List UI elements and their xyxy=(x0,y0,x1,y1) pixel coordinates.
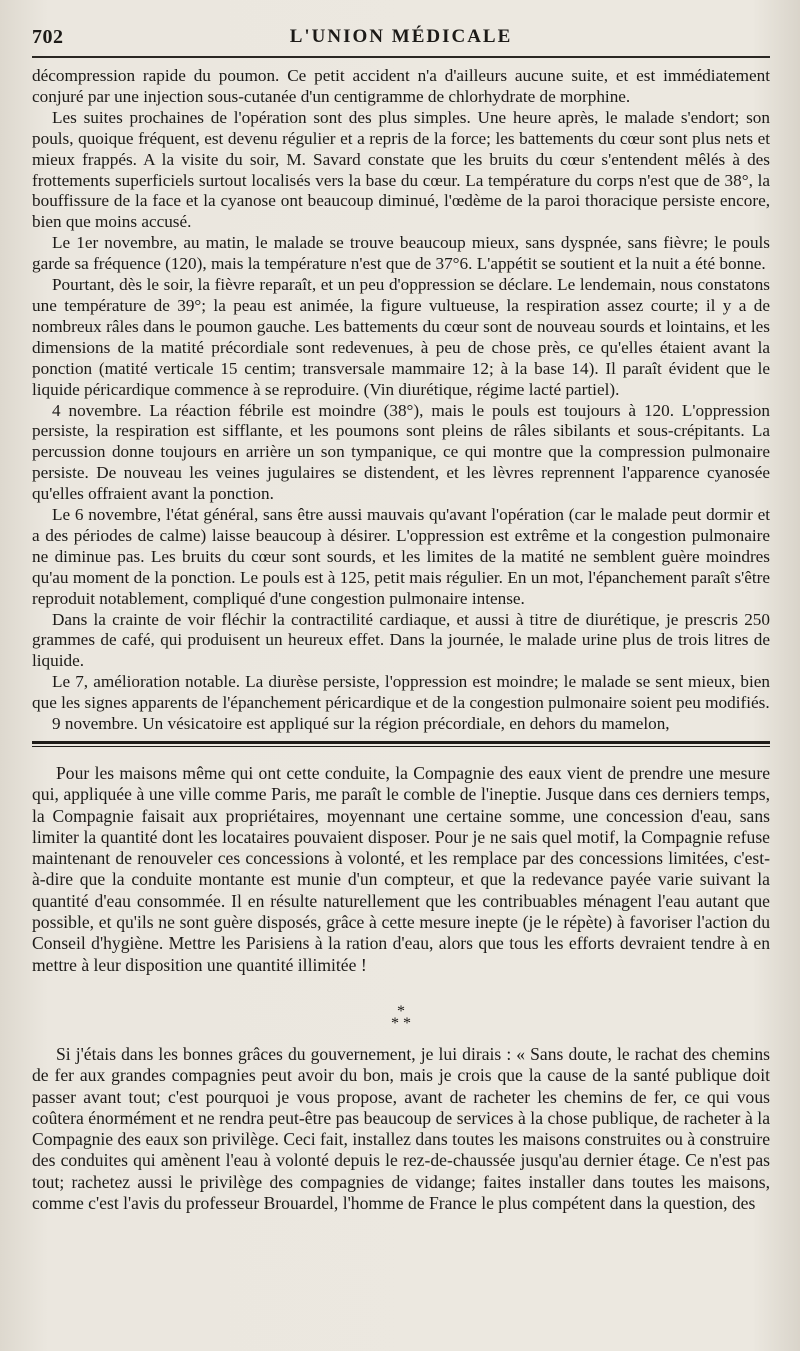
paragraph: Les suites prochaines de l'opération sont des plus simples. Une heure après, le malade s'endort; son pouls, quoique fréquent, est devenu régulier et a repris de la force; les battements du cœur sont plus nets et mieux frappés. A la visite du soir, M. Savard constate que les bruits du cœur s'entendent mêlés à des frottements superficiels surtout localisés vers la base du cœur. La température du corps n'est que de 38°, la bouffissure de la face et la cyanose ont beaucoup diminué, l'œdème de la paroi thoracique persiste encore, bien que moins accusé. xyxy=(32,107,770,232)
paragraph: décompression rapide du poumon. Ce petit accident n'a d'ailleurs aucune suite, et est immédiatement conjuré par une injection sous-cutanée d'un centigramme de chlorhydrate de morphine. xyxy=(32,66,770,106)
asterism-bottom: * * xyxy=(391,1014,411,1032)
feuilleton-separator-rule xyxy=(32,741,770,747)
paragraph: 4 novembre. La réaction fébrile est moindre (38°), mais le pouls est toujours à 120. L'oppression persiste, la respiration est sifflante, et les poumons sont pleins de râles sibilants et sous-crépitants. La percussion donne toujours en arrière un son tympanique, ce qui montre que la compression pulmonaire persiste. De nouveau les veines jugulaires se distendent, et les lèvres reprennent l'apparence cyanosée qu'elles offraient avant la ponction. xyxy=(32,400,770,504)
feuilleton-text xyxy=(32,763,770,1214)
paragraph: Dans la crainte de voir fléchir la contractilité cardiaque, et aussi à titre de diurétique, je prescris 250 grammes de café, qui produisent un heureux effet. Dans la journée, le malade urine plus de trois litres de liquide. xyxy=(32,609,770,671)
paragraph: 9 novembre. Un vésicatoire est appliqué sur la région précordiale, en dehors du mamelon, xyxy=(52,714,670,734)
clinical-case-text xyxy=(32,66,770,735)
header-rule xyxy=(32,56,770,58)
paragraph: Si j'étais dans les bonnes grâces du gouvernement, je lui dirais : « Sans doute, le rachat des chemins de fer aux grandes compagnies peut avoir du bon, mais je crois que la cause de la santé publique doit passer avant tout; c'est pourquoi je vous propose, avant de racheter les chemins de fer, ce qui vous coûtera énormément et ne rendra peut-être pas beaucoup de services à la chose publique, de racheter à la Compagnie des eaux son privilège. Ceci fait, installez dans toutes les maisons construites ou à construire des conduites qui amènent l'eau à volonté depuis le rez-de-chaussée jusqu'au dernier étage. Ce n'est pas tout; rachetez aussi le privilège des compagnies de vidange; faites installer dans toutes les maisons, comme c'est l'avis du professeur Brouardel, l'homme de France le plus compétent dans la question, des xyxy=(32,1043,770,1214)
paragraph: Le 6 novembre, l'état général, sans être aussi mauvais qu'avant l'opération (car le malade peut dormir et a des périodes de calme) laisse beaucoup à désirer. L'oppression est extrême et la congestion pulmonaire ne diminue pas. Les bruits du cœur sont sourds, et les limites de la matité ne semblent guère moindres qu'au moment de la ponction. Le pouls est à 125, petit mais régulier. En un mot, l'épanchement paraît s'être reproduit notablement, compliqué d'une congestion pulmonaire intense. xyxy=(32,505,770,608)
paragraph: Pour les maisons même qui ont cette conduite, la Compagnie des eaux vient de prendre une mesure qui, appliquée à une ville comme Paris, me paraît le comble de l'ineptie. Jusque dans ces derniers temps, la Compagnie faisait aux propriétaires, moyennant une certaine somme, une concession d'eau, sans limiter la quantité dont les locataires pouvaient disposer. Pour je ne sais quel motif, la Compagnie refuse maintenant de renouveler ces concessions à volonté, et les remplace par des concessions limitées, c'est-à-dire que la conduite montante est munie d'un compteur, et que la redevance payée varie suivant la quantité d'eau consommée. Il en résulte naturellement que les contribuables ménagent l'eau autant que possible, et qu'ils ne sont guère disposés, grâce à cette mesure inepte (je le répète) à favoriser l'action du Conseil d'hygiène. Mettre les Parisiens à la ration d'eau, alors que tous les efforts devraient tendre à en mettre à leur disposition une quantité illimitée ! xyxy=(32,763,770,975)
asterism xyxy=(32,1002,770,1032)
paragraph: Le 7, amélioration notable. La diurèse persiste, l'oppression est moindre; le malade se sent mieux, bien que les signes apparents de l'épanchement péricardique et de la congestion pulmonaire soient peu modifiés. xyxy=(32,672,770,713)
paragraph: Le 1er novembre, au matin, le malade se trouve beaucoup mieux, sans dyspnée, sans fièvre; le pouls garde sa fréquence (120), mais la température n'est que de 37°6. L'appétit se soutient et la nuit a été bonne. xyxy=(32,233,770,274)
asterism-top: * xyxy=(397,1002,405,1020)
journal-title: L'UNION MÉDICALE xyxy=(289,26,513,47)
running-header xyxy=(32,22,770,56)
page-number: 702 xyxy=(32,26,64,48)
paragraph: Pourtant, dès le soir, la fièvre reparaît, et un peu d'oppression se déclare. Le lendemain, nous constatons une température de 39°; la peau est animée, la figure vultueuse, la respiration assez courte; il y a de nombreux râles dans le poumon gauche. Les battements du cœur sont de nouveau sourds et lointains, et les dimensions de la matité précordiale sont redevenues, à peu de chose près, ce qu'elles étaient avant la ponction (matité verticale 15 centim; transversale mammaire 12; à la base 14). Il paraît évident que le liquide péricardique commence à se reproduire. (Vin diurétique, régime lacté partiel). xyxy=(32,275,770,399)
